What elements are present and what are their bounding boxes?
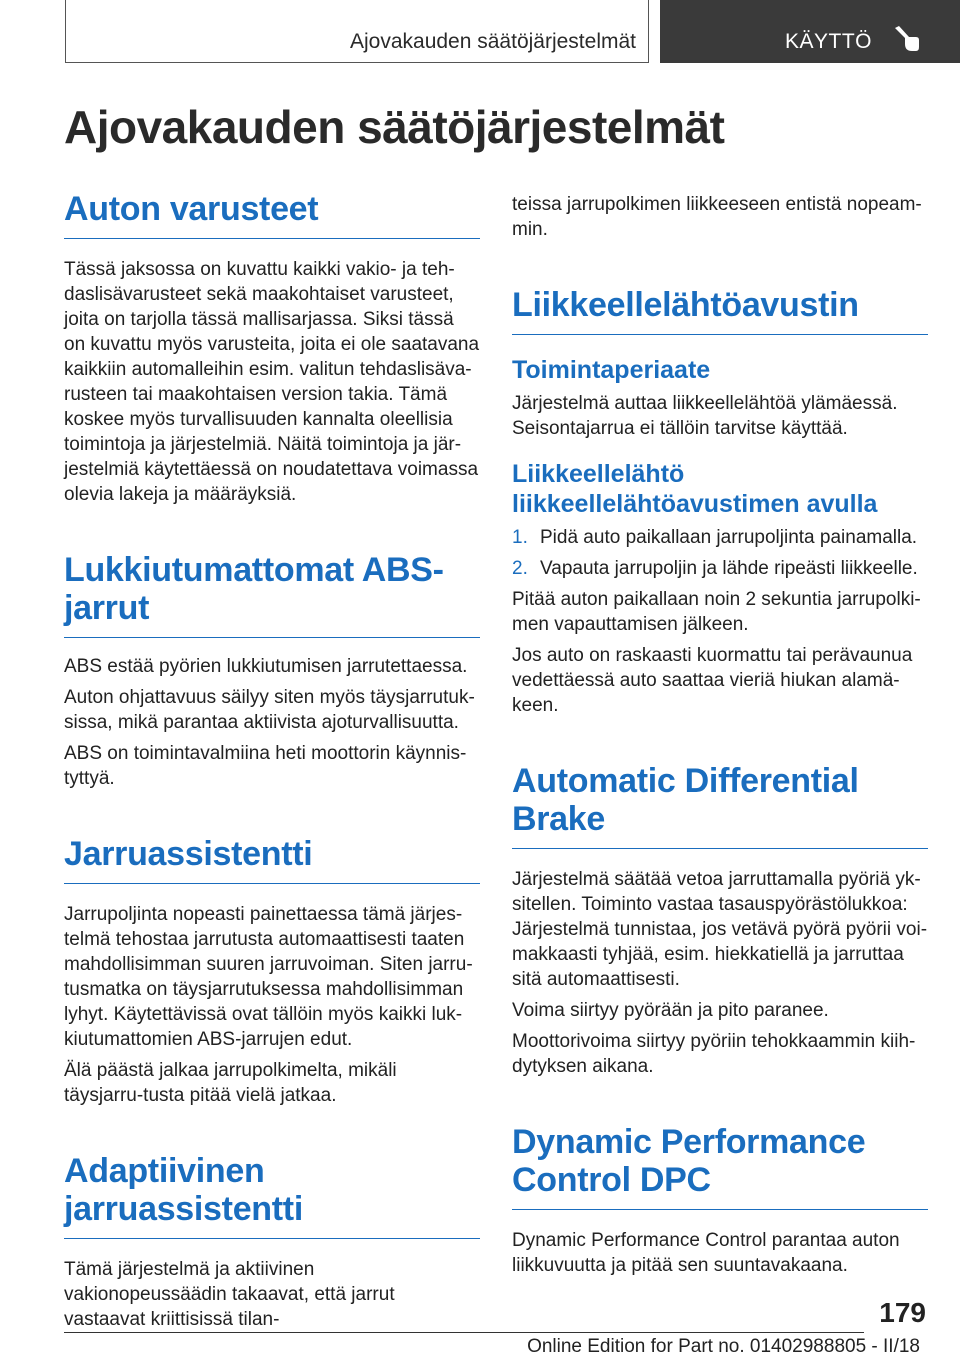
heading-abs-jarrut: Lukkiutumattomat ABS-jarrut: [64, 551, 480, 638]
header-section-box: [65, 0, 649, 63]
paragraph: Järjestelmä säätää vetoa jarruttamalla pyöriä yk-sitellen. Toiminto vastaa tasauspyörästölukkoa: Järjestelmä tunnistaa, jos vetävä pyörä pyörii voi-makkaasti tyhjää, esim. hiekkatiellä ja jarruttaa sitä automaattisesti.: [512, 869, 928, 990]
heading-liikkeellelahtoavustin: Liikkeellelähtöavustin: [512, 286, 928, 335]
paragraph: Jos auto on raskaasti kuormattu tai perävaunua vedettäessä auto saattaa vieriä hiukan alamä-keen.: [512, 645, 913, 716]
header-chapter-box: [660, 0, 960, 63]
footer-edition: Online Edition for Part no. 01402988805 - II/18: [527, 1336, 920, 1357]
subheading-liikkeellelahto: Liikkeellelähtö liikkeellelähtöavustimen avulla: [512, 460, 878, 518]
header-section-title: Ajovakauden säätöjärjestelmät: [349, 30, 636, 53]
list-number: 1.: [512, 527, 528, 548]
paragraph: Auton ohjattavuus säilyy siten myös täysjarrutuk-sissa, mikä parantaa aktiivista ajoturvallisuutta.: [64, 687, 475, 733]
heading-jarruassistentti: Jarruassistentti: [64, 835, 480, 884]
subheading-toimintaperiaate: Toimintaperiaate: [512, 356, 711, 384]
page-title: Ajovakauden säätöjärjestelmät: [64, 101, 725, 153]
list-text: Vapauta jarrupoljin ja lähde ripeästi liikkeelle.: [540, 558, 918, 579]
paragraph: Pitää auton paikallaan noin 2 sekuntia jarrupolki-men vapauttamisen jälkeen.: [512, 589, 921, 635]
paragraph: Tässä jaksossa on kuvattu kaikki vakio- ja teh-daslisävarusteet sekä maakohtaiset varusteet, joita on tarjolla tässä mallisarjassa. Siksi tässä on kuvattu myös varusteita, joita ei ole saatavana kaikkiin automalleihin esim. valitun tehdaslisäva-rusteen tai maakohtaisen version takia. Tämä koskee myös turvallisuuden kannalta oleellisia toimintoja ja järjestelmiä. Näitä toimintoja ja jär-jestelmiä käytettäessä on noudatettava voimassa olevia lakeja ja määräyksiä.: [64, 259, 480, 505]
heading-automatic-differential-brake: Automatic Differential Brake: [512, 762, 928, 849]
paragraph: teissa jarrupolkimen liikkeeseen entistä nopeam-min.: [512, 194, 922, 240]
paragraph: Jarrupoljinta nopeasti painettaessa tämä järjes-telmä tehostaa jarrutusta automaattisesti taaten mahdollisimman suuren jarruvoiman. Siten jarru-tusmatka on täysjarrutuksessa mahdollisimman lyhyt. Käytettävissä ovat tällöin myös kaikki luk-kiutumattomien ABS-jarrujen edut.: [64, 904, 473, 1050]
heading-dynamic-performance-control: Dynamic Performance Control DPC: [512, 1123, 928, 1210]
paragraph: ABS estää pyörien lukkiutumisen jarrutettaessa.: [64, 656, 468, 677]
footer-divider: [64, 1332, 864, 1333]
paragraph: Moottorivoima siirtyy pyöriin tehokkaammin kiih-dytyksen aikana.: [512, 1031, 916, 1077]
list-item: [512, 525, 928, 550]
heading-auton-varusteet: Auton varusteet: [64, 190, 480, 239]
header-chapter-label: KÄYTTÖ: [784, 30, 872, 53]
paragraph: Tämä järjestelmä ja aktiivinen vakionopeussäädin takaavat, että jarrut vastaavat kriittisissä tilan-: [64, 1259, 395, 1330]
paragraph: Dynamic Performance Control parantaa auton liikkuvuutta ja pitää sen suuntavakaana.: [512, 1230, 900, 1276]
list-number: 2.: [512, 558, 528, 579]
list-text: Pidä auto paikallaan jarrupoljinta painamalla.: [540, 527, 918, 548]
heading-adaptiivinen-jarruassistentti: Adaptiivinen jarruassistentti: [64, 1152, 480, 1239]
left-column: [64, 190, 480, 1332]
list-item: [512, 556, 928, 581]
page-number: 179: [879, 1297, 926, 1328]
paragraph: Järjestelmä auttaa liikkeellelähtöä ylämäessä. Seisontajarrua ei tällöin tarvitse käyttää.: [512, 393, 898, 439]
right-column: [512, 192, 928, 1278]
paragraph: Älä päästä jalkaa jarrupolkimelta, mikäli täysjarru-tusta pitää vielä jatkaa.: [64, 1060, 397, 1106]
pointing-hand-icon: [892, 24, 920, 54]
paragraph: Voima siirtyy pyörään ja pito paranee.: [512, 1000, 829, 1021]
paragraph: ABS on toimintavalmiina heti moottorin käynnis-tyttyä.: [64, 743, 467, 789]
